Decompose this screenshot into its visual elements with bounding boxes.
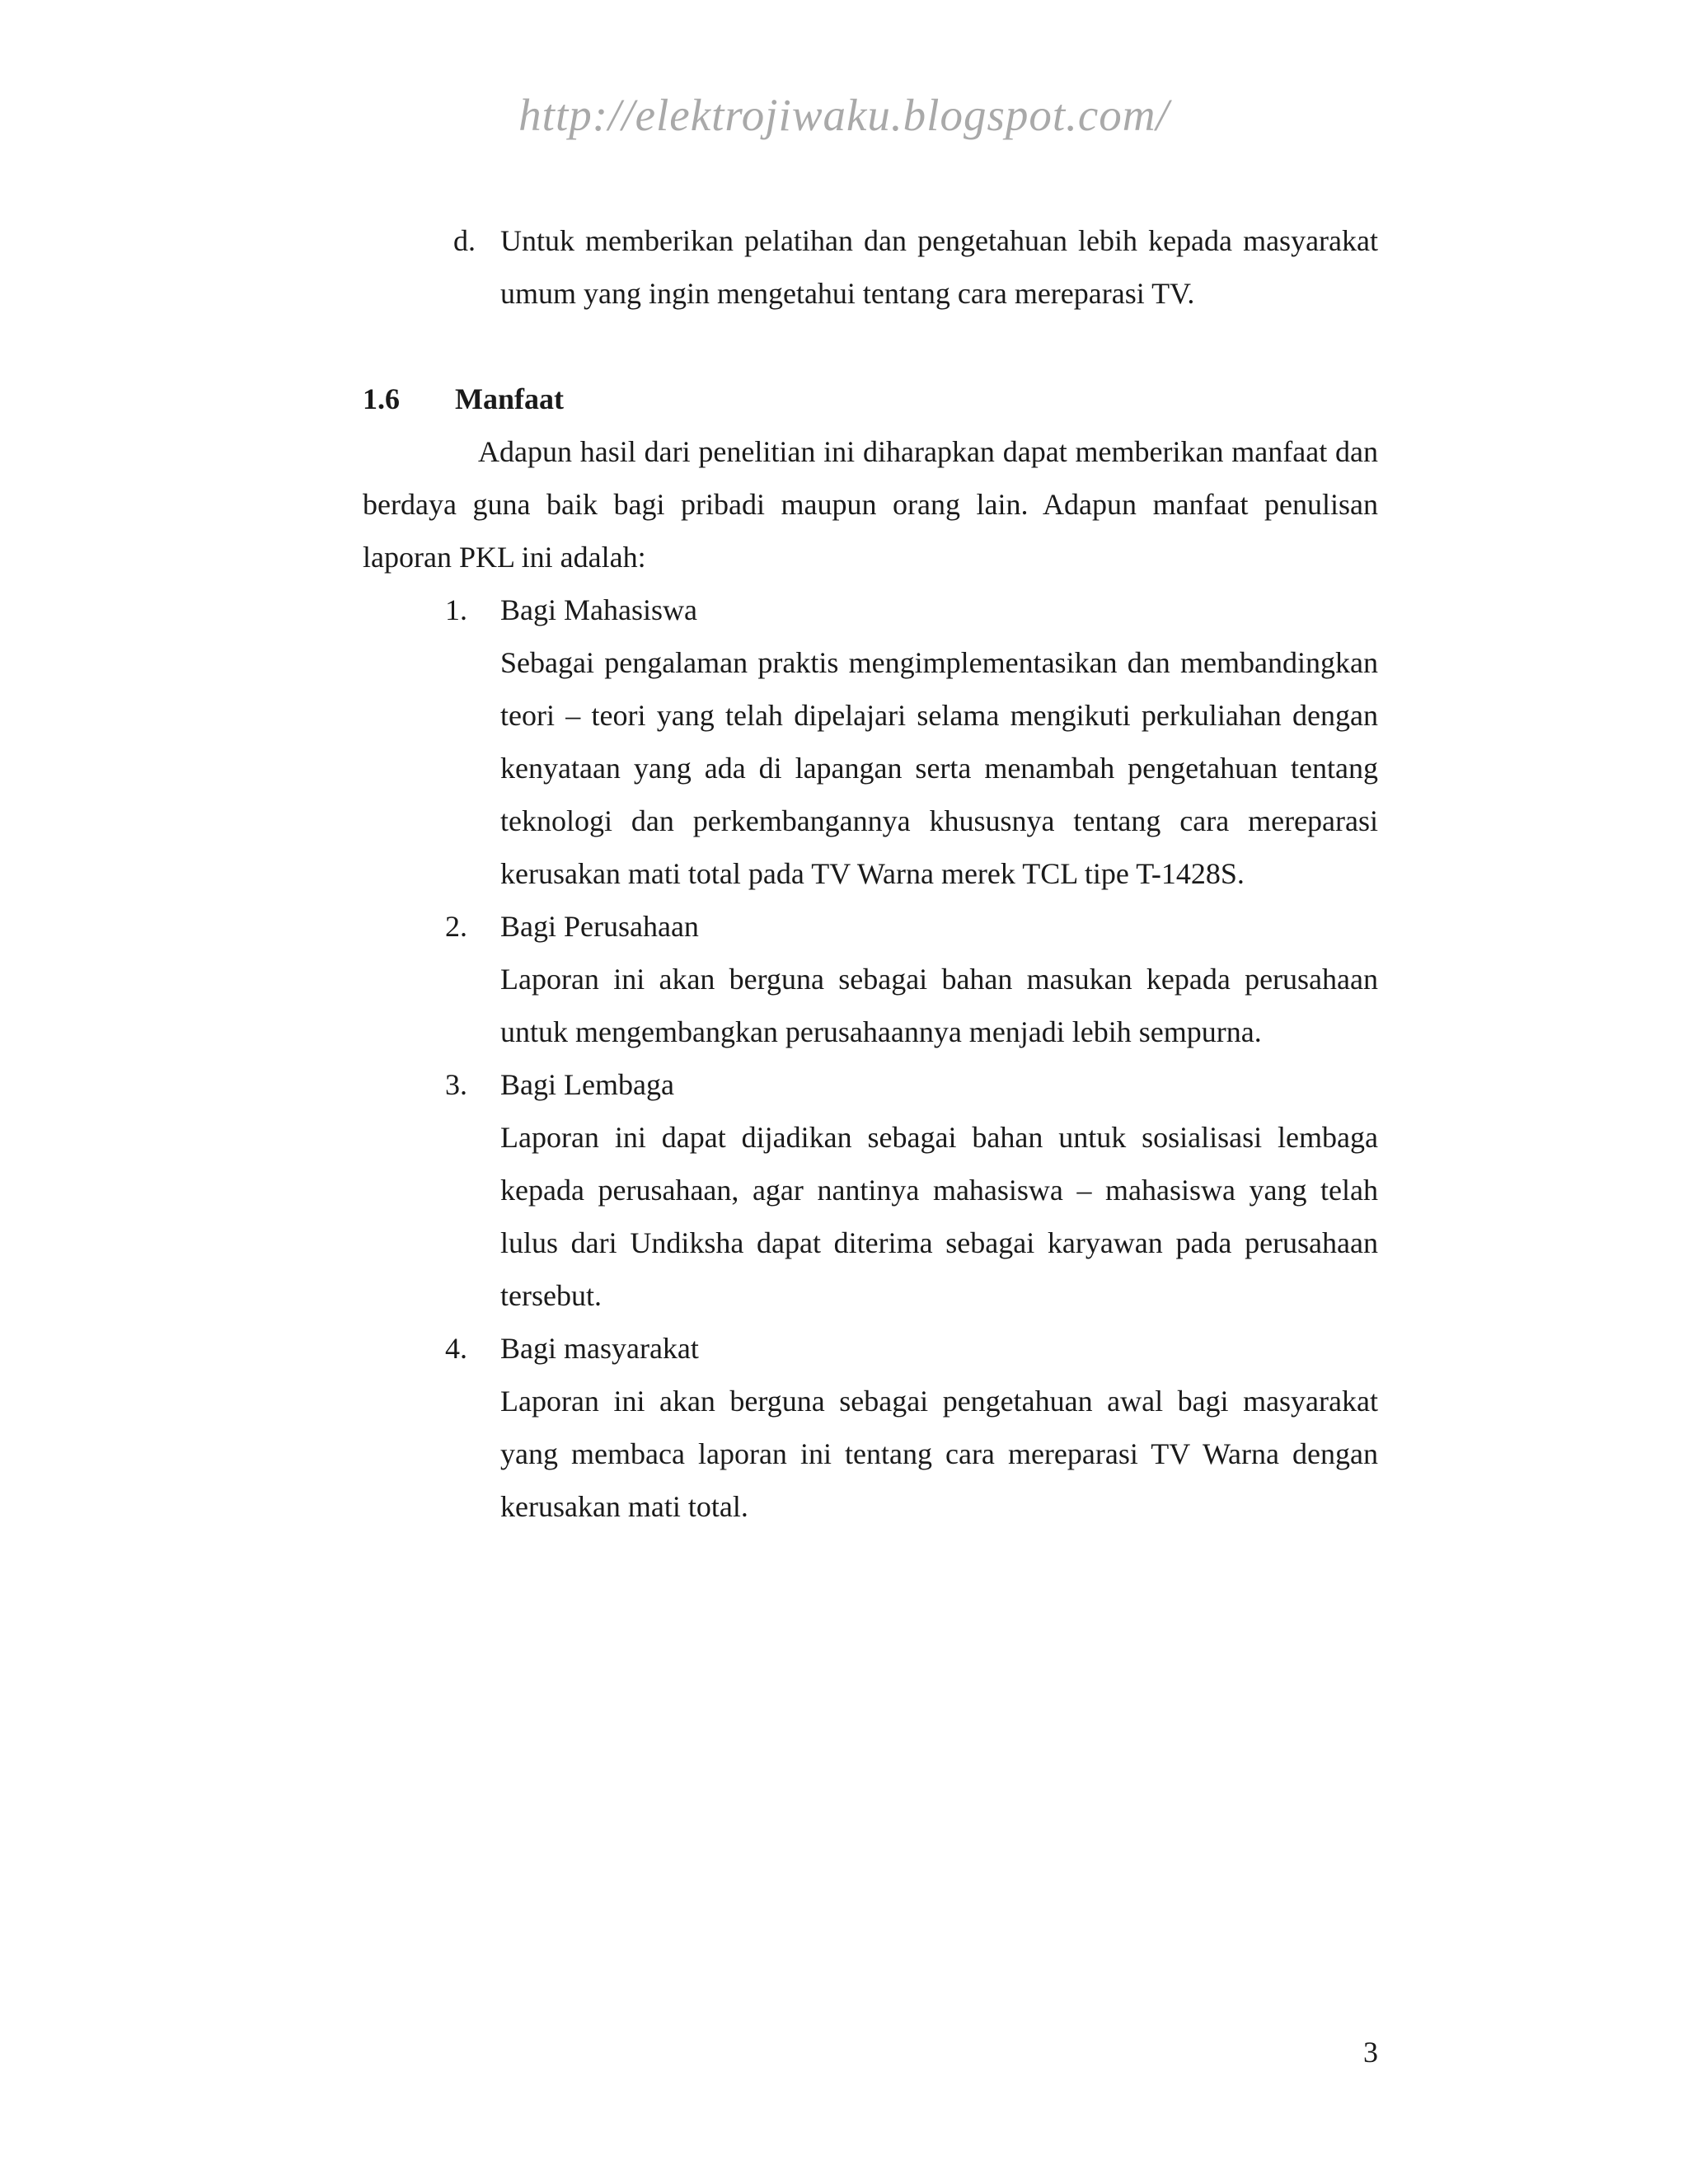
page-number: 3 xyxy=(1363,2036,1378,2069)
document-body xyxy=(363,214,1378,1533)
list-item xyxy=(363,1322,1378,1533)
list-item-text: Laporan ini akan berguna sebagai bahan masukan kepada perusahaan untuk mengembangkan perusahaannya menjadi lebih sempurna. xyxy=(500,963,1378,1048)
list-item-title: Bagi Lembaga xyxy=(500,1068,674,1101)
list-marker: 3. xyxy=(445,1068,467,1101)
list-item-text: Sebagai pengalaman praktis mengimplementasikan dan membandingkan teori – teori yang telah dipelajari selama mengikuti perkuliahan dengan kenyataan yang ada di lapangan serta menambah pengetahuan tentang teknologi dan perkembangannya khususnya tentang cara mereparasi kerusakan mati total pada TV Warna merek TCL tipe T-1428S. xyxy=(500,646,1378,890)
watermark-url: http://elektrojiwaku.blogspot.com/ xyxy=(518,90,1170,140)
list-item-text: Laporan ini dapat dijadikan sebagai bahan untuk sosialisasi lembaga kepada perusahaan, agar nantinya mahasiswa – mahasiswa yang telah lulus dari Undiksha dapat diterima sebagai karyawan pada perusahaan tersebut. xyxy=(500,1121,1378,1312)
list-item-title: Bagi Perusahaan xyxy=(500,910,699,943)
list-marker: 1. xyxy=(445,593,467,626)
list-item-text: Untuk memberikan pelatihan dan pengetahuan lebih kepada masyarakat umum yang ingin mengetahui tentang cara mereparasi TV. xyxy=(500,224,1378,310)
list-marker: d. xyxy=(453,224,476,257)
list-item xyxy=(363,900,1378,1058)
list-item xyxy=(363,1058,1378,1322)
benefit-list xyxy=(363,583,1378,1533)
list-item-title: Bagi Mahasiswa xyxy=(500,593,697,626)
list-item xyxy=(363,583,1378,900)
list-item-title: Bagi masyarakat xyxy=(500,1332,699,1365)
list-marker: 2. xyxy=(445,910,467,943)
section-number: 1.6 xyxy=(363,382,400,415)
list-item-d xyxy=(363,214,1378,320)
list-marker: 4. xyxy=(445,1332,467,1365)
section-intro: Adapun hasil dari penelitian ini diharapkan dapat memberikan manfaat dan berdaya guna baik bagi pribadi maupun orang lain. Adapun manfaat penulisan laporan PKL ini adalah: xyxy=(363,435,1378,574)
list-item-text: Laporan ini akan berguna sebagai pengetahuan awal bagi masyarakat yang membaca laporan ini tentang cara mereparasi TV Warna dengan kerusakan mati total. xyxy=(500,1385,1378,1523)
section-heading xyxy=(363,373,1378,425)
section-title: Manfaat xyxy=(455,382,564,415)
